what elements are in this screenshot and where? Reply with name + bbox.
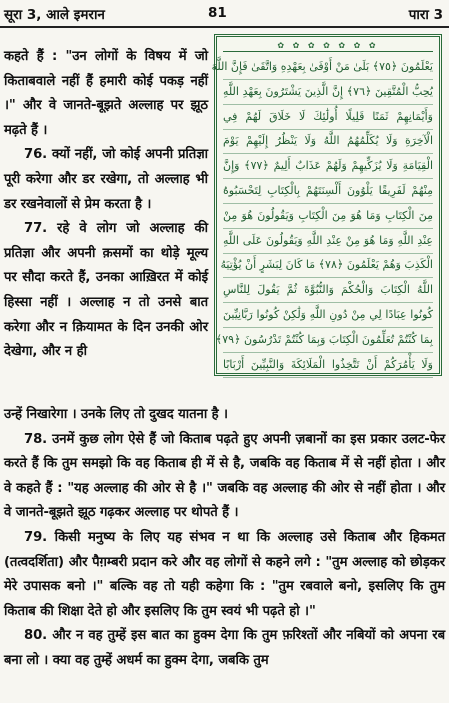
arabic-verse-line: يُحِبُّ الْمُتَّقِينَ ﴿٧٦﴾ إِنَّ الَّذِينَ يَشْتَرُونَ بِعَهْدِ اللَّهِ [223,80,433,105]
paragraph: 78. उनमें कुछ लोग ऐसे हैं जो किताब पढ़ते हुए अपनी ज़बानों का इस प्रकार उलट-फेर करते हैं कि तुम समझो कि वह किताब ही में से है, जबकि वह किताब में से नहीं होता । और वे कहते हैं : "यह अल्लाह की ओर से है ।" जबकि वह अल्लाह की ओर से नहीं होता । और वे जानते-बूझते झूठ गढ़कर अल्लाह पर थोपते हैं । [4,431,445,521]
arabic-verse-line: وَأَيْمَانِهِمْ ثَمَنًا قَلِيلًا أُولَٰئِكَ لَا خَلَاقَ لَهُمْ فِي [223,105,433,130]
arabic-text-panel [211,34,442,376]
arabic-verse-line: يَعْلَمُونَ ﴿٧٥﴾ بَلَىٰ مَنْ أَوْفَىٰ بِعَهْدِهِ وَاتَّقَىٰ فَإِنَّ اللَّهَ [223,55,433,80]
paragraph: उन्हें निखारेगा । उनके लिए तो दुखद यातना है । [4,407,228,422]
surah-title: सूरा 3, आले इमरान [4,7,105,23]
arabic-verse-line: كُونُوا عِبَادًا لِي مِنْ دُونِ اللَّهِ وَلَٰكِنْ كُونُوا رَبَّانِيِّينَ [223,303,433,328]
paragraph: 76. क्यों नहीं, जो कोई अपनी प्रतिज्ञा पूरी करेगा और डर रखेगा, तो अल्लाह भी डर रखनेवालों से प्रेम करता है । [4,147,208,212]
arabic-verse-line: الْكَذِبَ وَهُمْ يَعْلَمُونَ ﴿٧٨﴾ مَا كَانَ لِبَشَرٍ أَنْ يُؤْتِيَهُ [223,253,433,278]
arabic-verse-line: وَلَا يَأْمُرَكُمْ أَنْ تَتَّخِذُوا الْمَلَائِكَةَ وَالنَّبِيِّينَ أَرْبَابًا [223,353,433,378]
full-width-translation [4,403,445,674]
paragraph: 80. और न वह तुम्हें इस बात का हुक्म देगा कि तुम फ़रिश्तों और नबियों को अपना रब बना लो । क्या वह तुम्हें अधर्म का हुक्म देगा, जबकि तुम [4,628,445,668]
arabic-verse-line: الْآخِرَةِ وَلَا يُكَلِّمُهُمُ اللَّهُ وَلَا يَنْظُرُ إِلَيْهِمْ يَوْمَ [223,129,433,154]
arabic-verse-line: مِنْهُمْ لَفَرِيقًا يَلْوُونَ أَلْسِنَتَهُمْ بِالْكِتَابِ لِتَحْسَبُوهُ [223,179,433,204]
para-label: पारा 3 [408,7,443,23]
arabic-verse-line: اللَّهُ الْكِتَابَ وَالْحُكْمَ وَالنُّبُوَّةَ ثُمَّ يَقُولَ لِلنَّاسِ [223,278,433,303]
arabic-verse-line: عِنْدِ اللَّهِ وَمَا هُوَ مِنْ عِنْدِ اللَّهِ وَيَقُولُونَ عَلَى اللَّهِ [223,229,433,254]
page-number: 81 [208,5,227,21]
paragraph: 79. किसी मनुष्य के लिए यह संभव न था कि अल्लाह उसे किताब और हिकमत (तत्वदर्शिता) और पैग़म्बरी प्रदान करे और वह लोगों से कहने लगे : "तुम अल्लाह को छोड़कर मेरे उपासक बनो ।" बल्कि वह तो यही कहेगा कि : "तुम रबवाले बनो, इसलिए कि तुम किताब की शिक्षा देते हो और इसलिए कि तुम स्वयं भी पढ़ते हो ।" [4,529,445,619]
ornament-border: ✿ ✿ ✿ ✿ ✿ ✿ ✿ [223,41,433,52]
page-header [0,0,449,28]
paragraph: कहते हैं : "उन लोगों के विषय में जो किताबवाले नहीं हैं हमारी कोई पकड़ नहीं ।" और वे जानते-बूझते अल्लाह पर झूठ मढ़ते हैं । [4,49,208,138]
arabic-verse-line: بِمَا كُنْتُمْ تُعَلِّمُونَ الْكِتَابَ وَبِمَا كُنْتُمْ تَدْرُسُونَ ﴿٧٩﴾ [223,328,433,353]
paragraph: 77. रहे वे लोग जो अल्लाह की प्रतिज्ञा और अपनी क़समों का थोड़े मूल्य पर सौदा करते हैं, उनका आख़िरत में कोई हिस्सा नहीं । अल्लाह न तो उनसे बात करेगा और न क़ियामत के दिन उनकी ओर देखेगा, और न ही [4,221,208,360]
arabic-verse-line: مِنَ الْكِتَابِ وَمَا هُوَ مِنَ الْكِتَابِ وَيَقُولُونَ هُوَ مِنْ [223,204,433,229]
left-translation-column [4,45,208,365]
arabic-verse-line: الْقِيَامَةِ وَلَا يُزَكِّيهِمْ وَلَهُمْ عَذَابٌ أَلِيمٌ ﴿٧٧﴾ وَإِنَّ [223,154,433,179]
